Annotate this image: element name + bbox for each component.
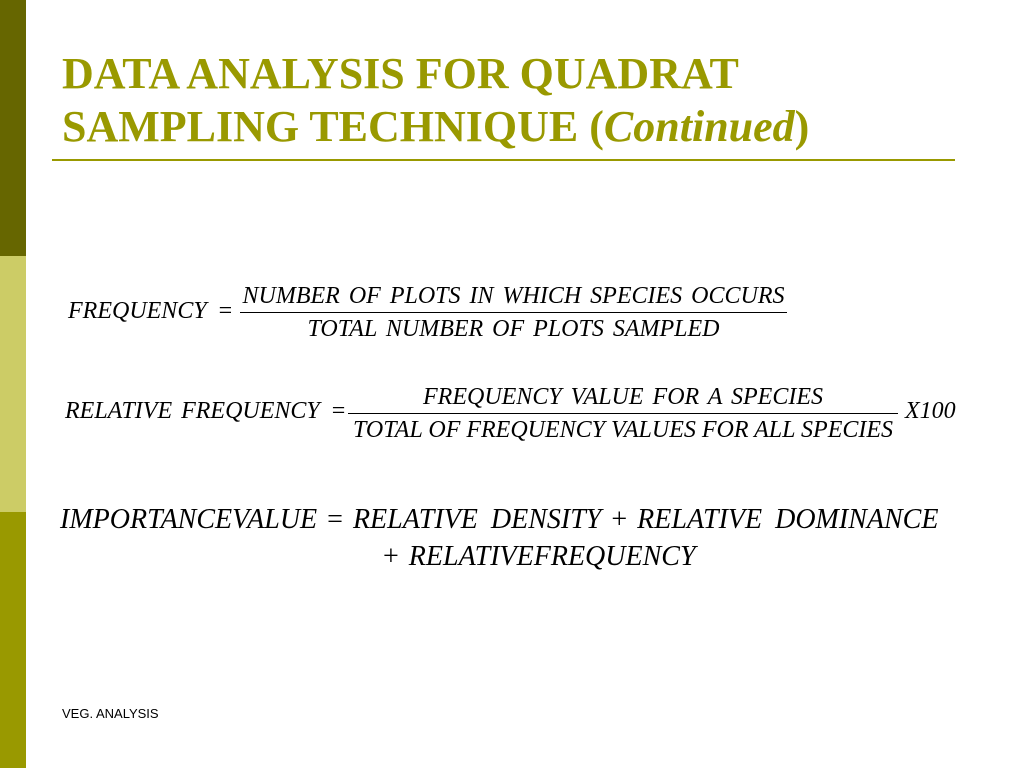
title-close-paren: )	[794, 102, 810, 151]
side-stripe-top	[0, 0, 26, 256]
frequency-label: FREQUENCY	[68, 298, 207, 324]
equals-sign: =	[218, 298, 233, 324]
relative-frequency-formula-lhs	[65, 399, 345, 423]
term-relative-dominance: RELATIVE DOMINANCE	[637, 504, 939, 535]
term-relative-frequency: RELATIVEFREQUENCY	[408, 541, 696, 572]
frequency-formula-lhs	[68, 299, 232, 323]
plus-sign: +	[611, 504, 628, 535]
importance-value-formula-line-1	[60, 506, 938, 534]
frequency-numerator: NUMBER OF PLOTS IN WHICH SPECIES OCCURS	[242, 283, 785, 309]
term-relative-density: RELATIVE DENSITY	[352, 504, 602, 535]
relative-frequency-numerator: FREQUENCY VALUE FOR A SPECIES	[423, 384, 823, 410]
side-stripe-bottom	[0, 512, 26, 768]
title-line-1: DATA ANALYSIS FOR QUADRAT	[62, 49, 739, 98]
title-line-2-text: SAMPLING TECHNIQUE (	[62, 102, 604, 151]
frequency-fraction	[240, 284, 787, 341]
equals-sign: =	[331, 398, 346, 424]
importance-value-label: IMPORTANCEVALUE	[60, 504, 318, 535]
relative-frequency-label: RELATIVE FREQUENCY	[65, 398, 320, 424]
fraction-bar	[240, 312, 787, 313]
equals-sign: =	[327, 504, 343, 535]
relative-frequency-denominator: TOTAL OF FREQUENCY VALUES FOR ALL SPECIES	[352, 417, 894, 443]
fraction-bar	[348, 413, 898, 414]
title-continued: Continued	[603, 102, 795, 151]
slide-title	[62, 47, 1002, 153]
side-stripe-middle	[0, 256, 26, 512]
slide-footer: VEG. ANALYSIS	[62, 706, 159, 721]
title-underline	[52, 159, 955, 161]
importance-value-formula-line-2	[383, 543, 696, 571]
title-line-2	[62, 100, 1002, 153]
multiplier: X100	[905, 398, 956, 424]
plus-sign: +	[383, 541, 399, 572]
relative-frequency-fraction	[348, 385, 898, 442]
frequency-denominator: TOTAL NUMBER OF PLOTS SAMPLED	[307, 316, 720, 342]
